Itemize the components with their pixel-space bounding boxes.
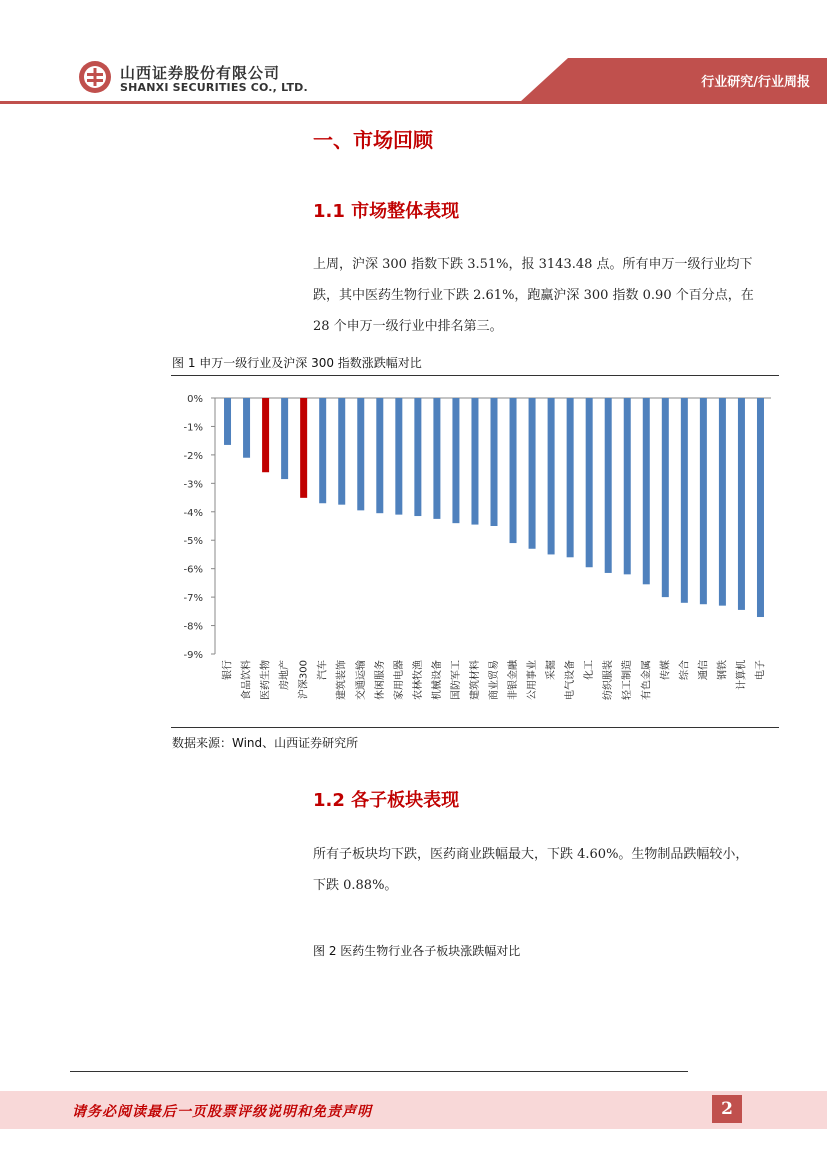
bar-机械设备 [433, 398, 440, 519]
x-tick-label: 农林牧渔 [412, 660, 424, 700]
header-divider [0, 101, 827, 104]
footer-divider [70, 1071, 688, 1072]
y-tick-label: -7% [183, 593, 203, 605]
company-logo [78, 60, 112, 94]
paragraph-subsectors: 所有子板块均下跌，医药商业跌幅最大，下跌 4.60%。生物制品跌幅较小，下跌 0.88%。 [313, 847, 749, 893]
bar-国防军工 [452, 398, 459, 523]
y-tick-label: -2% [183, 450, 203, 462]
x-tick-label: 交通运输 [355, 660, 367, 700]
figure1-bottom-rule [171, 727, 779, 728]
bar-沪深300 [300, 398, 307, 498]
x-tick-label: 休闲服务 [374, 660, 386, 700]
bar-交通运输 [357, 398, 364, 510]
y-tick-label: -3% [183, 479, 203, 491]
y-tick-label: -8% [183, 621, 203, 633]
y-tick-label: -4% [183, 507, 203, 519]
x-tick-label: 医药生物 [260, 660, 272, 700]
bar-综合 [681, 398, 688, 603]
section-title-subsectors: 1.2 各子板块表现 [313, 790, 460, 811]
x-tick-label: 房地产 [279, 660, 291, 690]
bar-休闲服务 [376, 398, 383, 513]
paragraph-overall: 上周，沪深 300 指数下跌 3.51%，报 3143.48 点。所有申万一级行业均下跌，其中医药生物行业下跌 2.61%，跑赢沪深 300 指数 0.90 个百分点，在 28 个申万一级行业中排名第三。 [313, 257, 754, 334]
x-tick-label: 国防军工 [450, 660, 462, 700]
x-tick-label: 采掘 [546, 660, 558, 680]
x-tick-label: 家用电器 [393, 660, 405, 700]
x-tick-label: 传媒 [660, 660, 672, 680]
x-tick-label: 商业贸易 [489, 660, 500, 700]
bar-电子 [757, 398, 764, 617]
bar-商业贸易 [491, 398, 498, 526]
y-tick-label: -1% [183, 422, 203, 434]
bar-房地产 [281, 398, 288, 479]
y-tick-label: -6% [183, 564, 203, 576]
x-tick-label: 通信 [698, 660, 710, 680]
x-tick-label: 建筑材料 [469, 660, 481, 700]
x-tick-label: 非银金融 [508, 660, 520, 700]
x-tick-label: 轻工制造 [622, 660, 634, 700]
company-name-en: SHANXI SECURITIES CO., LTD. [120, 81, 308, 94]
bar-有色金属 [643, 398, 650, 584]
section-title-overall: 1.1 市场整体表现 [313, 201, 460, 222]
figure2-title: 图 2 医药生物行业各子板块涨跌幅对比 [313, 944, 521, 958]
x-tick-label: 化工 [584, 660, 596, 680]
bar-食品饮料 [243, 398, 250, 458]
x-tick-label: 沪深300 [298, 660, 310, 700]
bar-传媒 [662, 398, 669, 597]
x-tick-label: 机械设备 [431, 660, 443, 700]
x-tick-label: 食品饮料 [241, 660, 253, 700]
bar-电气设备 [567, 398, 574, 557]
bar-纺织服装 [605, 398, 612, 573]
x-tick-label: 纺织服装 [603, 660, 615, 700]
figure1-top-rule [171, 375, 779, 376]
figure1-title: 图 1 申万一级行业及沪深 300 指数涨跌幅对比 [172, 356, 422, 370]
x-tick-label: 建筑装饰 [336, 660, 348, 700]
bar-化工 [586, 398, 593, 567]
x-tick-label: 电子 [755, 660, 767, 680]
y-tick-label: -9% [183, 650, 203, 661]
page-number: 2 [712, 1095, 742, 1123]
x-tick-label: 公用事业 [527, 660, 539, 700]
bar-轻工制造 [624, 398, 631, 574]
bar-公用事业 [529, 398, 536, 549]
bar-通信 [700, 398, 707, 604]
report-type-tag: 行业研究/行业周报 [701, 75, 810, 90]
figure1-source: 数据来源：Wind、山西证券研究所 [172, 736, 359, 750]
footer-disclaimer: 请务必阅读最后一页股票评级说明和免责声明 [72, 1104, 372, 1120]
bar-农林牧渔 [414, 398, 421, 516]
bar-非银金融 [510, 398, 517, 543]
bar-医药生物 [262, 398, 269, 472]
bar-汽车 [319, 398, 326, 503]
bar-计算机 [738, 398, 745, 610]
bar-银行 [224, 398, 231, 445]
section-title-market-review: 一、市场回顾 [313, 128, 433, 152]
x-tick-label: 综合 [679, 660, 691, 680]
page-header [0, 0, 827, 110]
x-tick-label: 电气设备 [565, 660, 577, 700]
bar-采掘 [548, 398, 555, 554]
x-tick-label: 有色金属 [641, 660, 653, 700]
bar-建筑装饰 [338, 398, 345, 505]
x-tick-label: 汽车 [317, 660, 329, 680]
company-name-cn: 山西证券股份有限公司 [120, 64, 281, 82]
industry-return-bar-chart [171, 382, 779, 722]
y-tick-label: -5% [183, 536, 203, 548]
bar-家用电器 [395, 398, 402, 515]
x-tick-label: 银行 [222, 660, 234, 680]
bar-建筑材料 [471, 398, 478, 525]
x-tick-label: 计算机 [736, 660, 748, 690]
bar-钢铁 [719, 398, 726, 606]
x-tick-label: 钢铁 [717, 660, 729, 680]
y-tick-label: 0% [187, 394, 203, 405]
